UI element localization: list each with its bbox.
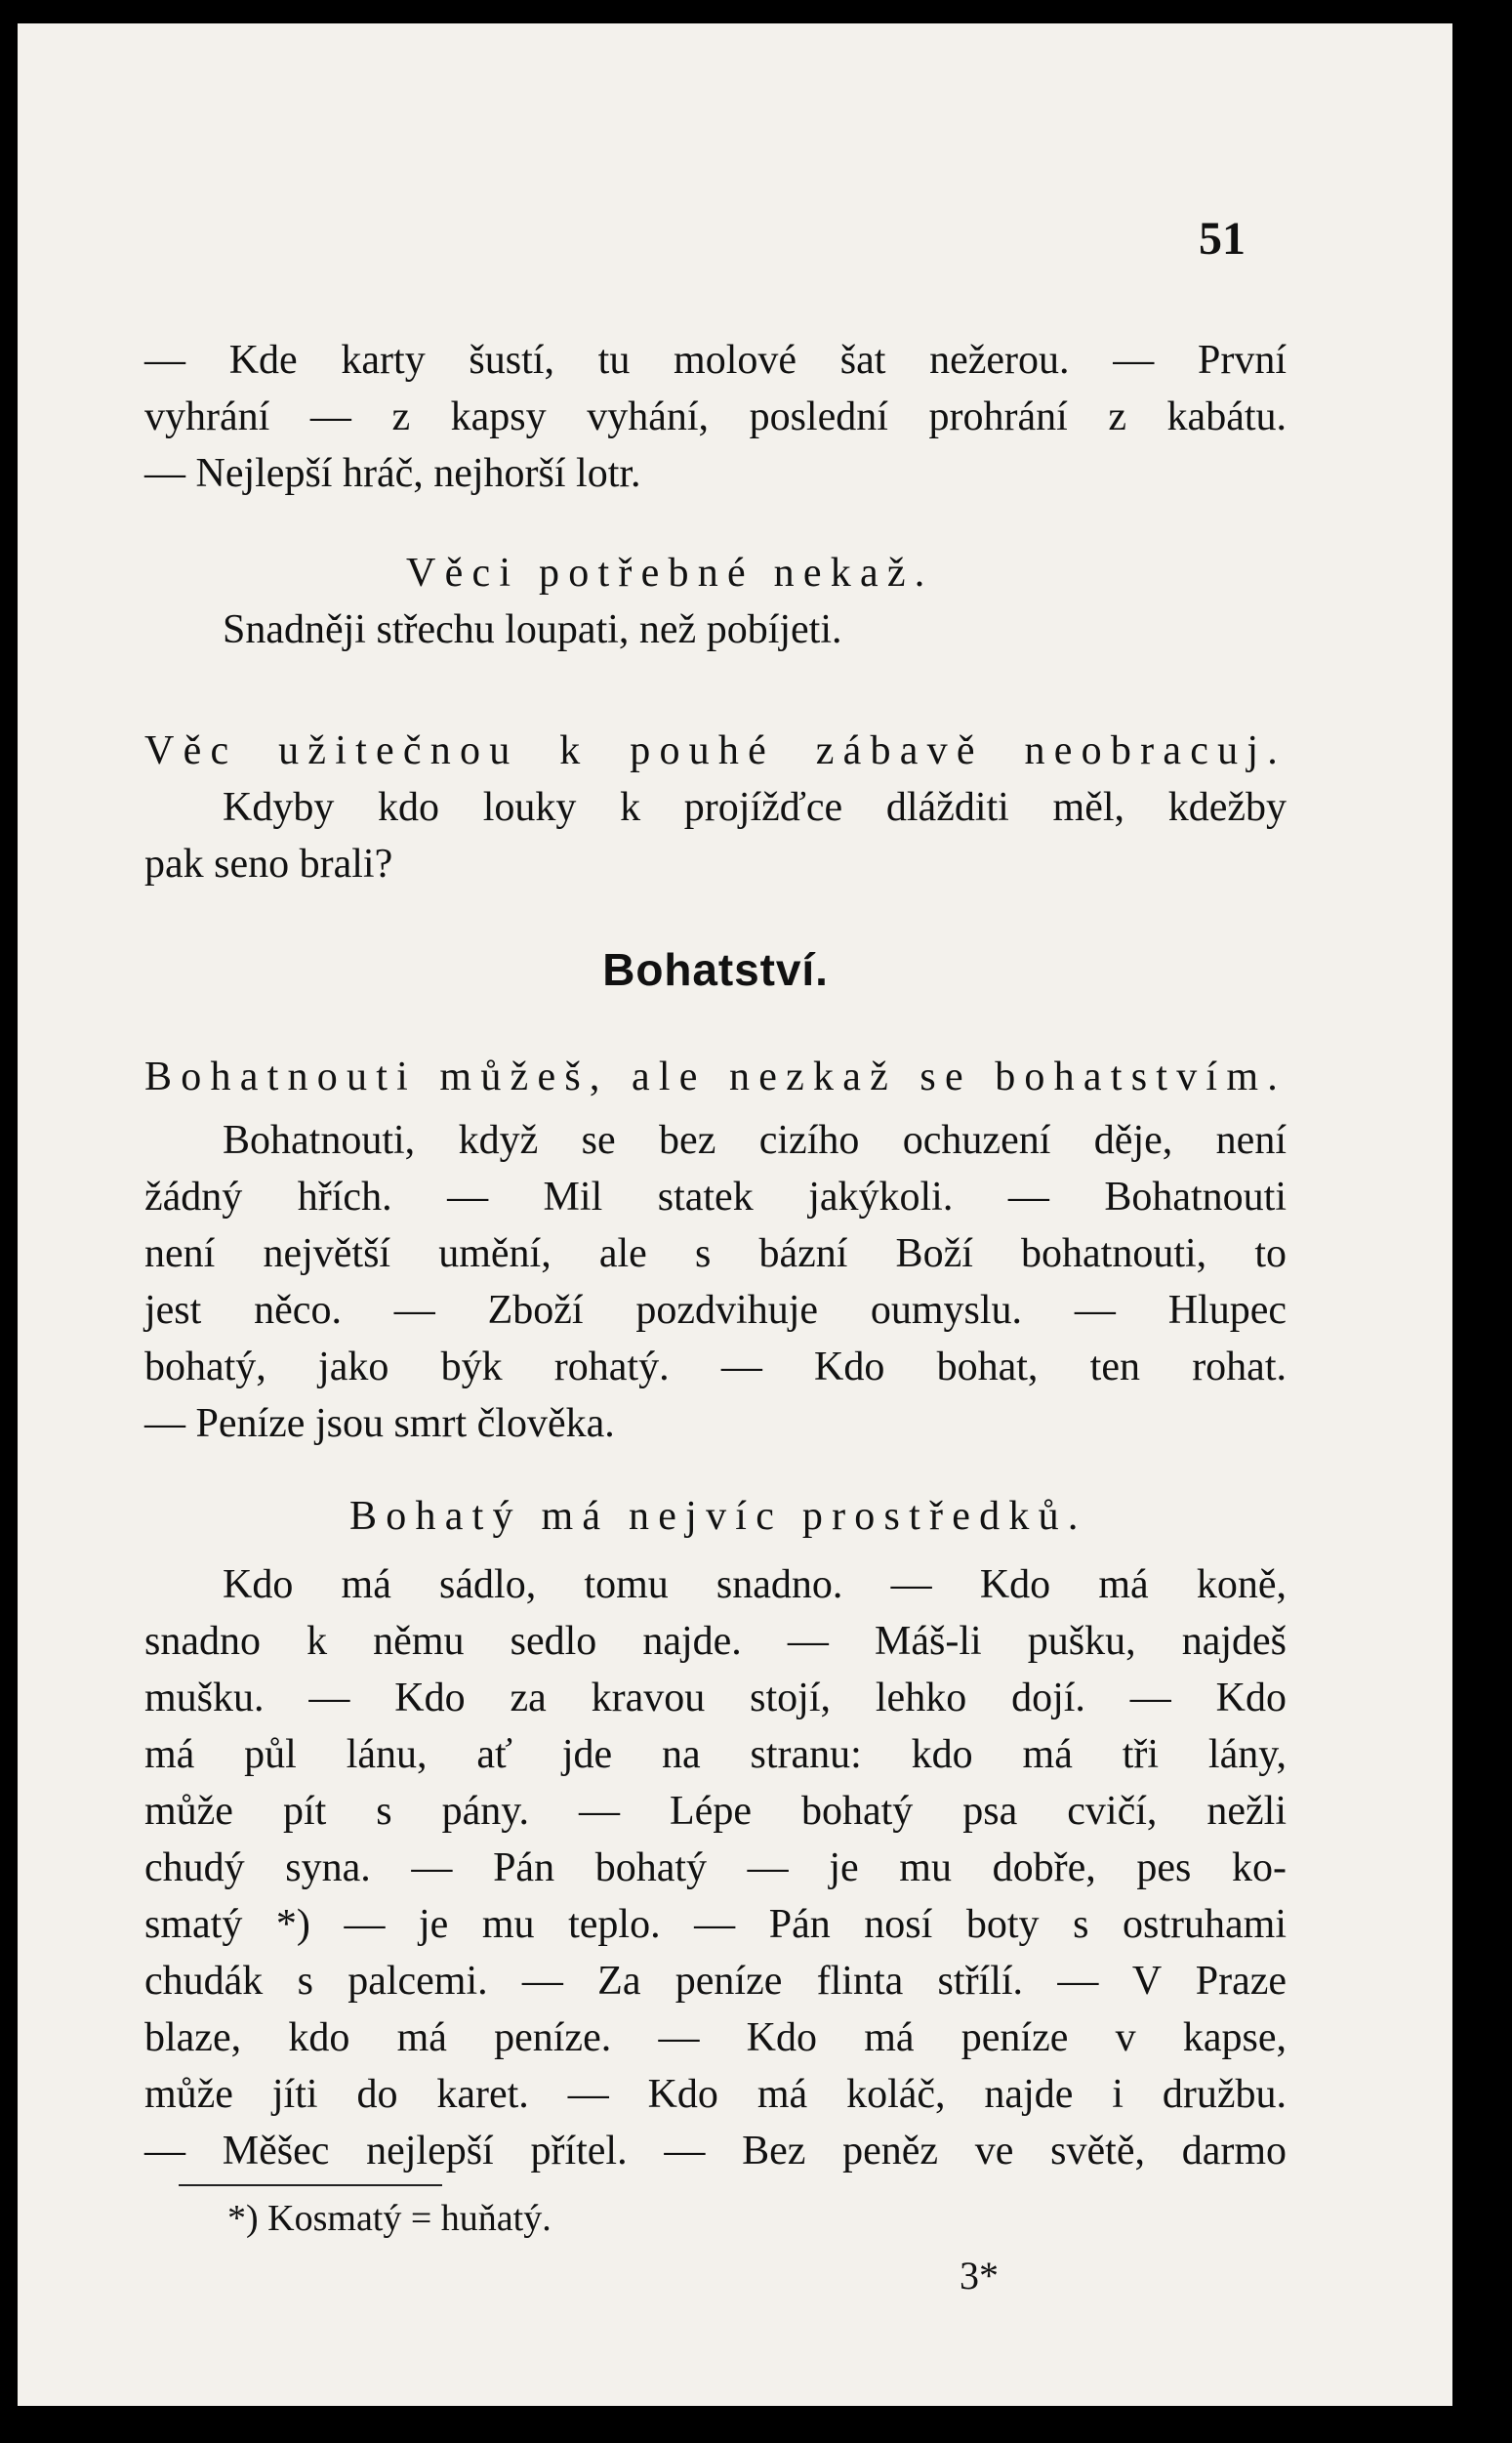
text-line: — Měšec nejlepší přítel. — Bez peněz ve světě, darmo bbox=[144, 2129, 1287, 2174]
text-line: Bohatnouti, když se bez cizího ochuzení děje, není bbox=[223, 1118, 1287, 1163]
text-line: chudý syna. — Pán bohatý — je mu dobře, pes ko- bbox=[144, 1845, 1287, 1890]
section-title: Bohatství. bbox=[602, 944, 829, 995]
text-line: může jíti do karet. — Kdo má koláč, najde i družbu. bbox=[144, 2072, 1287, 2117]
subheading-veci-potrebne bbox=[144, 545, 1287, 658]
proverbs-bohaty bbox=[144, 1556, 1287, 2179]
text-line: — Peníze jsou smrt člověka. bbox=[144, 1401, 615, 1446]
text-line: chudák s palcemi. — Za peníze flinta střílí. — V Praze bbox=[144, 1959, 1287, 2004]
text-line: blaze, kdo má peníze. — Kdo má peníze v kapse, bbox=[144, 2015, 1287, 2060]
footnote: *) Kosmatý = huňatý. bbox=[227, 2198, 552, 2239]
text-line: žádný hřích. — Mil statek jakýkoli. — Bohatnouti bbox=[144, 1175, 1287, 1220]
text-line: má půl lánu, ať jde na stranu: kdo má tři lány, bbox=[144, 1732, 1287, 1777]
proverbs-cards bbox=[144, 332, 1287, 502]
page-number: 51 bbox=[1199, 213, 1246, 265]
text-line: může pít s pány. — Lépe bohatý psa cvičí, nežli bbox=[144, 1789, 1287, 1834]
text-line: není největší umění, ale s bázní Boží bohatnouti, to bbox=[144, 1231, 1287, 1276]
text-line: — Kde karty šustí, tu molové šat nežerou. — První bbox=[144, 338, 1287, 383]
text-line: mušku. — Kdo za kravou stojí, lehko dojí. — Kdo bbox=[144, 1676, 1287, 1720]
subheading-text: Bohatý má nejvíc prostředků. bbox=[349, 1494, 1087, 1539]
signature-mark: 3* bbox=[960, 2254, 999, 2298]
text-line: pak seno brali? bbox=[144, 842, 393, 887]
subheading-vec-uzitecnou bbox=[144, 723, 1287, 892]
text-line: vyhrání — z kapsy vyhání, poslední prohrání z kabátu. bbox=[144, 394, 1287, 439]
text-line: Kdo má sádlo, tomu snadno. — Kdo má koně, bbox=[223, 1562, 1287, 1607]
text-line: bohatý, jako býk rohatý. — Kdo bohat, ten rohat. bbox=[144, 1345, 1287, 1389]
subheading-text: Bohatnouti můžeš, ale nezkaž se bohatstvím. bbox=[144, 1055, 1287, 1099]
text-line: Snadněji střechu loupati, než pobíjeti. bbox=[223, 607, 842, 652]
subheading-text: Věc užitečnou k pouhé zábavě neobracuj. bbox=[144, 728, 1287, 773]
subheading-bohatnouti bbox=[144, 1049, 1287, 1105]
text-line: Kdyby kdo louky k projížďce dlážditi měl, kdežby bbox=[223, 785, 1287, 830]
subheading-text: Věci potřebné nekaž. bbox=[406, 551, 934, 596]
proverbs-bohatstvi bbox=[144, 1112, 1287, 1452]
footnote-divider bbox=[179, 2184, 442, 2186]
subheading-bohaty bbox=[144, 1488, 1287, 1545]
book-page bbox=[18, 23, 1452, 2406]
text-line: — Nejlepší hráč, nejhorší lotr. bbox=[144, 451, 641, 496]
text-line: smatý *) — je mu teplo. — Pán nosí boty s ostruhami bbox=[144, 1902, 1287, 1947]
text-line: snadno k němu sedlo najde. — Máš-li pušku, najdeš bbox=[144, 1619, 1287, 1664]
text-line: jest něco. — Zboží pozdvihuje oumyslu. — Hlupec bbox=[144, 1288, 1287, 1333]
